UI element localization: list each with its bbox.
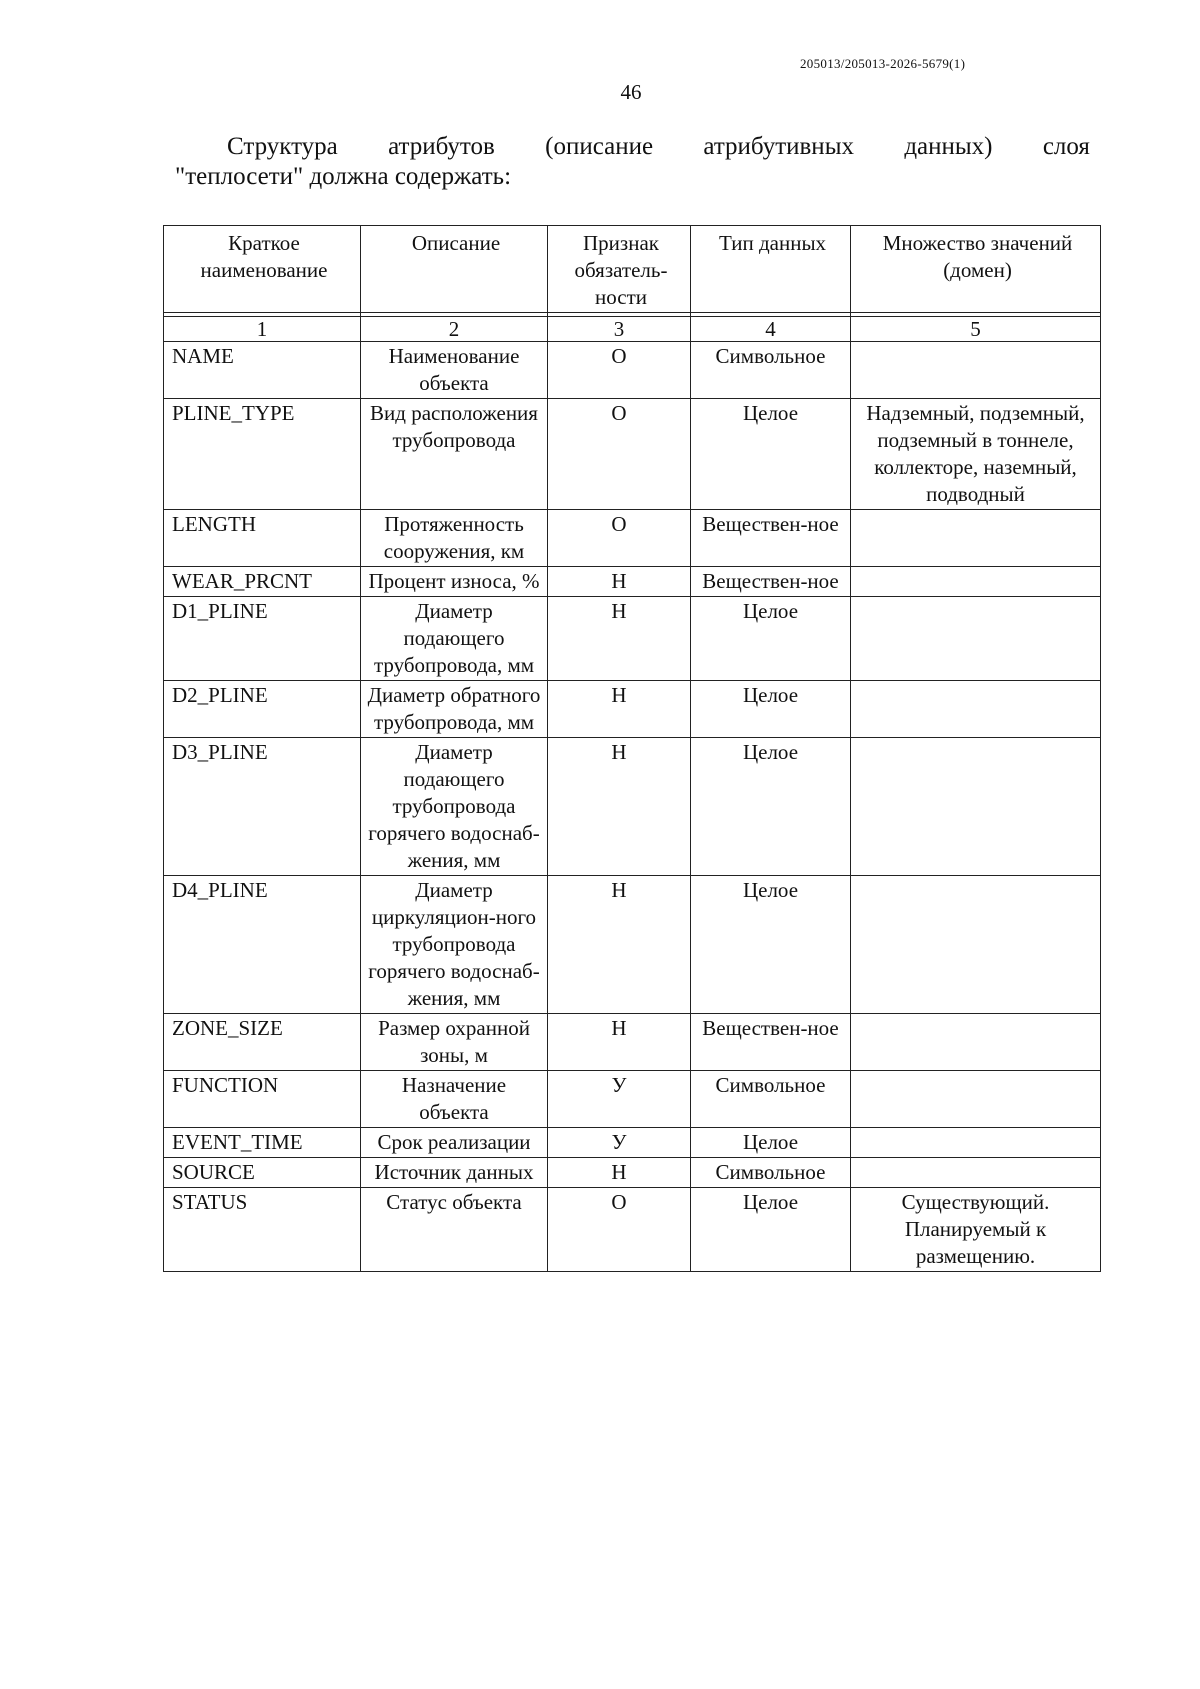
- attr-required-cell: Н: [548, 597, 691, 681]
- attr-description-cell: Источник данных: [361, 1158, 548, 1188]
- table-row: [164, 876, 1101, 1014]
- attr-name-cell: EVENT_TIME: [164, 1128, 361, 1158]
- table-row: [164, 567, 1101, 597]
- table-row: [164, 1014, 1101, 1071]
- attr-type-cell: Целое: [691, 681, 851, 738]
- table-row: [164, 597, 1101, 681]
- intro-word: (описание: [545, 133, 654, 160]
- attr-type-cell: Символьное: [691, 1071, 851, 1128]
- header-cell-short-name: Краткое наименование: [164, 226, 361, 313]
- attr-description-cell: Статус объекта: [361, 1188, 548, 1272]
- intro-word: атрибутов: [388, 133, 495, 160]
- attributes-table: [163, 225, 1101, 1272]
- table-row: [164, 1158, 1101, 1188]
- attr-description-cell: Процент износа, %: [361, 567, 548, 597]
- intro-word: атрибутивных: [703, 133, 854, 160]
- table-row: [164, 738, 1101, 876]
- attr-description-cell: Размер охранной зоны, м: [361, 1014, 548, 1071]
- column-number: 2: [361, 317, 548, 342]
- attr-description-cell: Диаметр циркуляцион-ного трубопровода горячего водоснаб-жения, мм: [361, 876, 548, 1014]
- attr-description-cell: Срок реализации: [361, 1128, 548, 1158]
- attr-required-cell: О: [548, 399, 691, 510]
- attr-domain-cell: [851, 342, 1101, 399]
- attr-required-cell: О: [548, 510, 691, 567]
- attr-domain-cell: [851, 597, 1101, 681]
- attr-domain-cell: [851, 1071, 1101, 1128]
- header-cell-required: Признак обязатель-ности: [548, 226, 691, 313]
- intro-line-2: "теплосети" должна содержать:: [175, 163, 512, 190]
- table-row: [164, 681, 1101, 738]
- attr-name-cell: ZONE_SIZE: [164, 1014, 361, 1071]
- attr-name-cell: LENGTH: [164, 510, 361, 567]
- column-number: 1: [164, 317, 361, 342]
- column-number: 3: [548, 317, 691, 342]
- attr-name-cell: FUNCTION: [164, 1071, 361, 1128]
- attr-required-cell: У: [548, 1071, 691, 1128]
- attr-required-cell: Н: [548, 876, 691, 1014]
- attr-required-cell: Н: [548, 681, 691, 738]
- attr-description-cell: Диаметр обратного трубопровода, мм: [361, 681, 548, 738]
- attr-type-cell: Веществен-ное: [691, 1014, 851, 1071]
- attr-required-cell: Н: [548, 567, 691, 597]
- attr-required-cell: Н: [548, 738, 691, 876]
- table-row: [164, 399, 1101, 510]
- attr-domain-cell: [851, 681, 1101, 738]
- attr-domain-cell: [851, 510, 1101, 567]
- attr-type-cell: Целое: [691, 738, 851, 876]
- attr-domain-cell: [851, 738, 1101, 876]
- header-cell-description: Описание: [361, 226, 548, 313]
- page-number: 46: [620, 80, 642, 104]
- document-id: 205013/205013-2026-5679(1): [800, 56, 966, 71]
- attr-name-cell: D3_PLINE: [164, 738, 361, 876]
- table-row: [164, 1188, 1101, 1272]
- table-row: [164, 1128, 1101, 1158]
- attr-name-cell: D1_PLINE: [164, 597, 361, 681]
- intro-word: данных): [904, 133, 993, 160]
- attr-type-cell: Целое: [691, 1128, 851, 1158]
- intro-word: слоя: [1042, 133, 1090, 160]
- attr-description-cell: Диаметр подающего трубопровода, мм: [361, 597, 548, 681]
- attr-required-cell: Н: [548, 1014, 691, 1071]
- attr-required-cell: О: [548, 342, 691, 399]
- attr-name-cell: STATUS: [164, 1188, 361, 1272]
- attr-type-cell: Веществен-ное: [691, 510, 851, 567]
- attr-type-cell: Целое: [691, 399, 851, 510]
- attr-name-cell: WEAR_PRCNT: [164, 567, 361, 597]
- attr-domain-cell: [851, 1128, 1101, 1158]
- attr-description-cell: Диаметр подающего трубопровода горячего водоснаб-жения, мм: [361, 738, 548, 876]
- attr-description-cell: Вид расположения трубопровода: [361, 399, 548, 510]
- header-cell-data-type: Тип данных: [691, 226, 851, 313]
- attr-type-cell: Символьное: [691, 342, 851, 399]
- column-number: 4: [691, 317, 851, 342]
- attr-name-cell: NAME: [164, 342, 361, 399]
- attr-domain-cell: [851, 1014, 1101, 1071]
- attr-required-cell: О: [548, 1188, 691, 1272]
- column-number-row: [164, 317, 1101, 342]
- table-row: [164, 342, 1101, 399]
- attr-name-cell: PLINE_TYPE: [164, 399, 361, 510]
- intro-line-1: [175, 132, 1090, 162]
- attr-domain-cell: Надземный, подземный, подземный в тоннеле, коллекторе, наземный, подводный: [851, 399, 1101, 510]
- attr-required-cell: Н: [548, 1158, 691, 1188]
- attr-description-cell: Назначение объекта: [361, 1071, 548, 1128]
- attr-type-cell: Веществен-ное: [691, 567, 851, 597]
- table-row: [164, 1071, 1101, 1128]
- column-number: 5: [851, 317, 1101, 342]
- attr-domain-cell: [851, 567, 1101, 597]
- attr-domain-cell: Существующий. Планируемый к размещению.: [851, 1188, 1101, 1272]
- attr-name-cell: D2_PLINE: [164, 681, 361, 738]
- attr-name-cell: SOURCE: [164, 1158, 361, 1188]
- header-cell-domain: Множество значений (домен): [851, 226, 1101, 313]
- attr-name-cell: D4_PLINE: [164, 876, 361, 1014]
- attr-domain-cell: [851, 1158, 1101, 1188]
- attr-type-cell: Целое: [691, 1188, 851, 1272]
- intro-word: Структура: [227, 133, 338, 160]
- table-row: [164, 510, 1101, 567]
- attr-domain-cell: [851, 876, 1101, 1014]
- attr-type-cell: Символьное: [691, 1158, 851, 1188]
- attr-type-cell: Целое: [691, 597, 851, 681]
- table-header-row: [164, 226, 1101, 313]
- attr-description-cell: Протяженность сооружения, км: [361, 510, 548, 567]
- attr-type-cell: Целое: [691, 876, 851, 1014]
- intro-paragraph: [175, 132, 1090, 192]
- attr-description-cell: Наименование объекта: [361, 342, 548, 399]
- attr-required-cell: У: [548, 1128, 691, 1158]
